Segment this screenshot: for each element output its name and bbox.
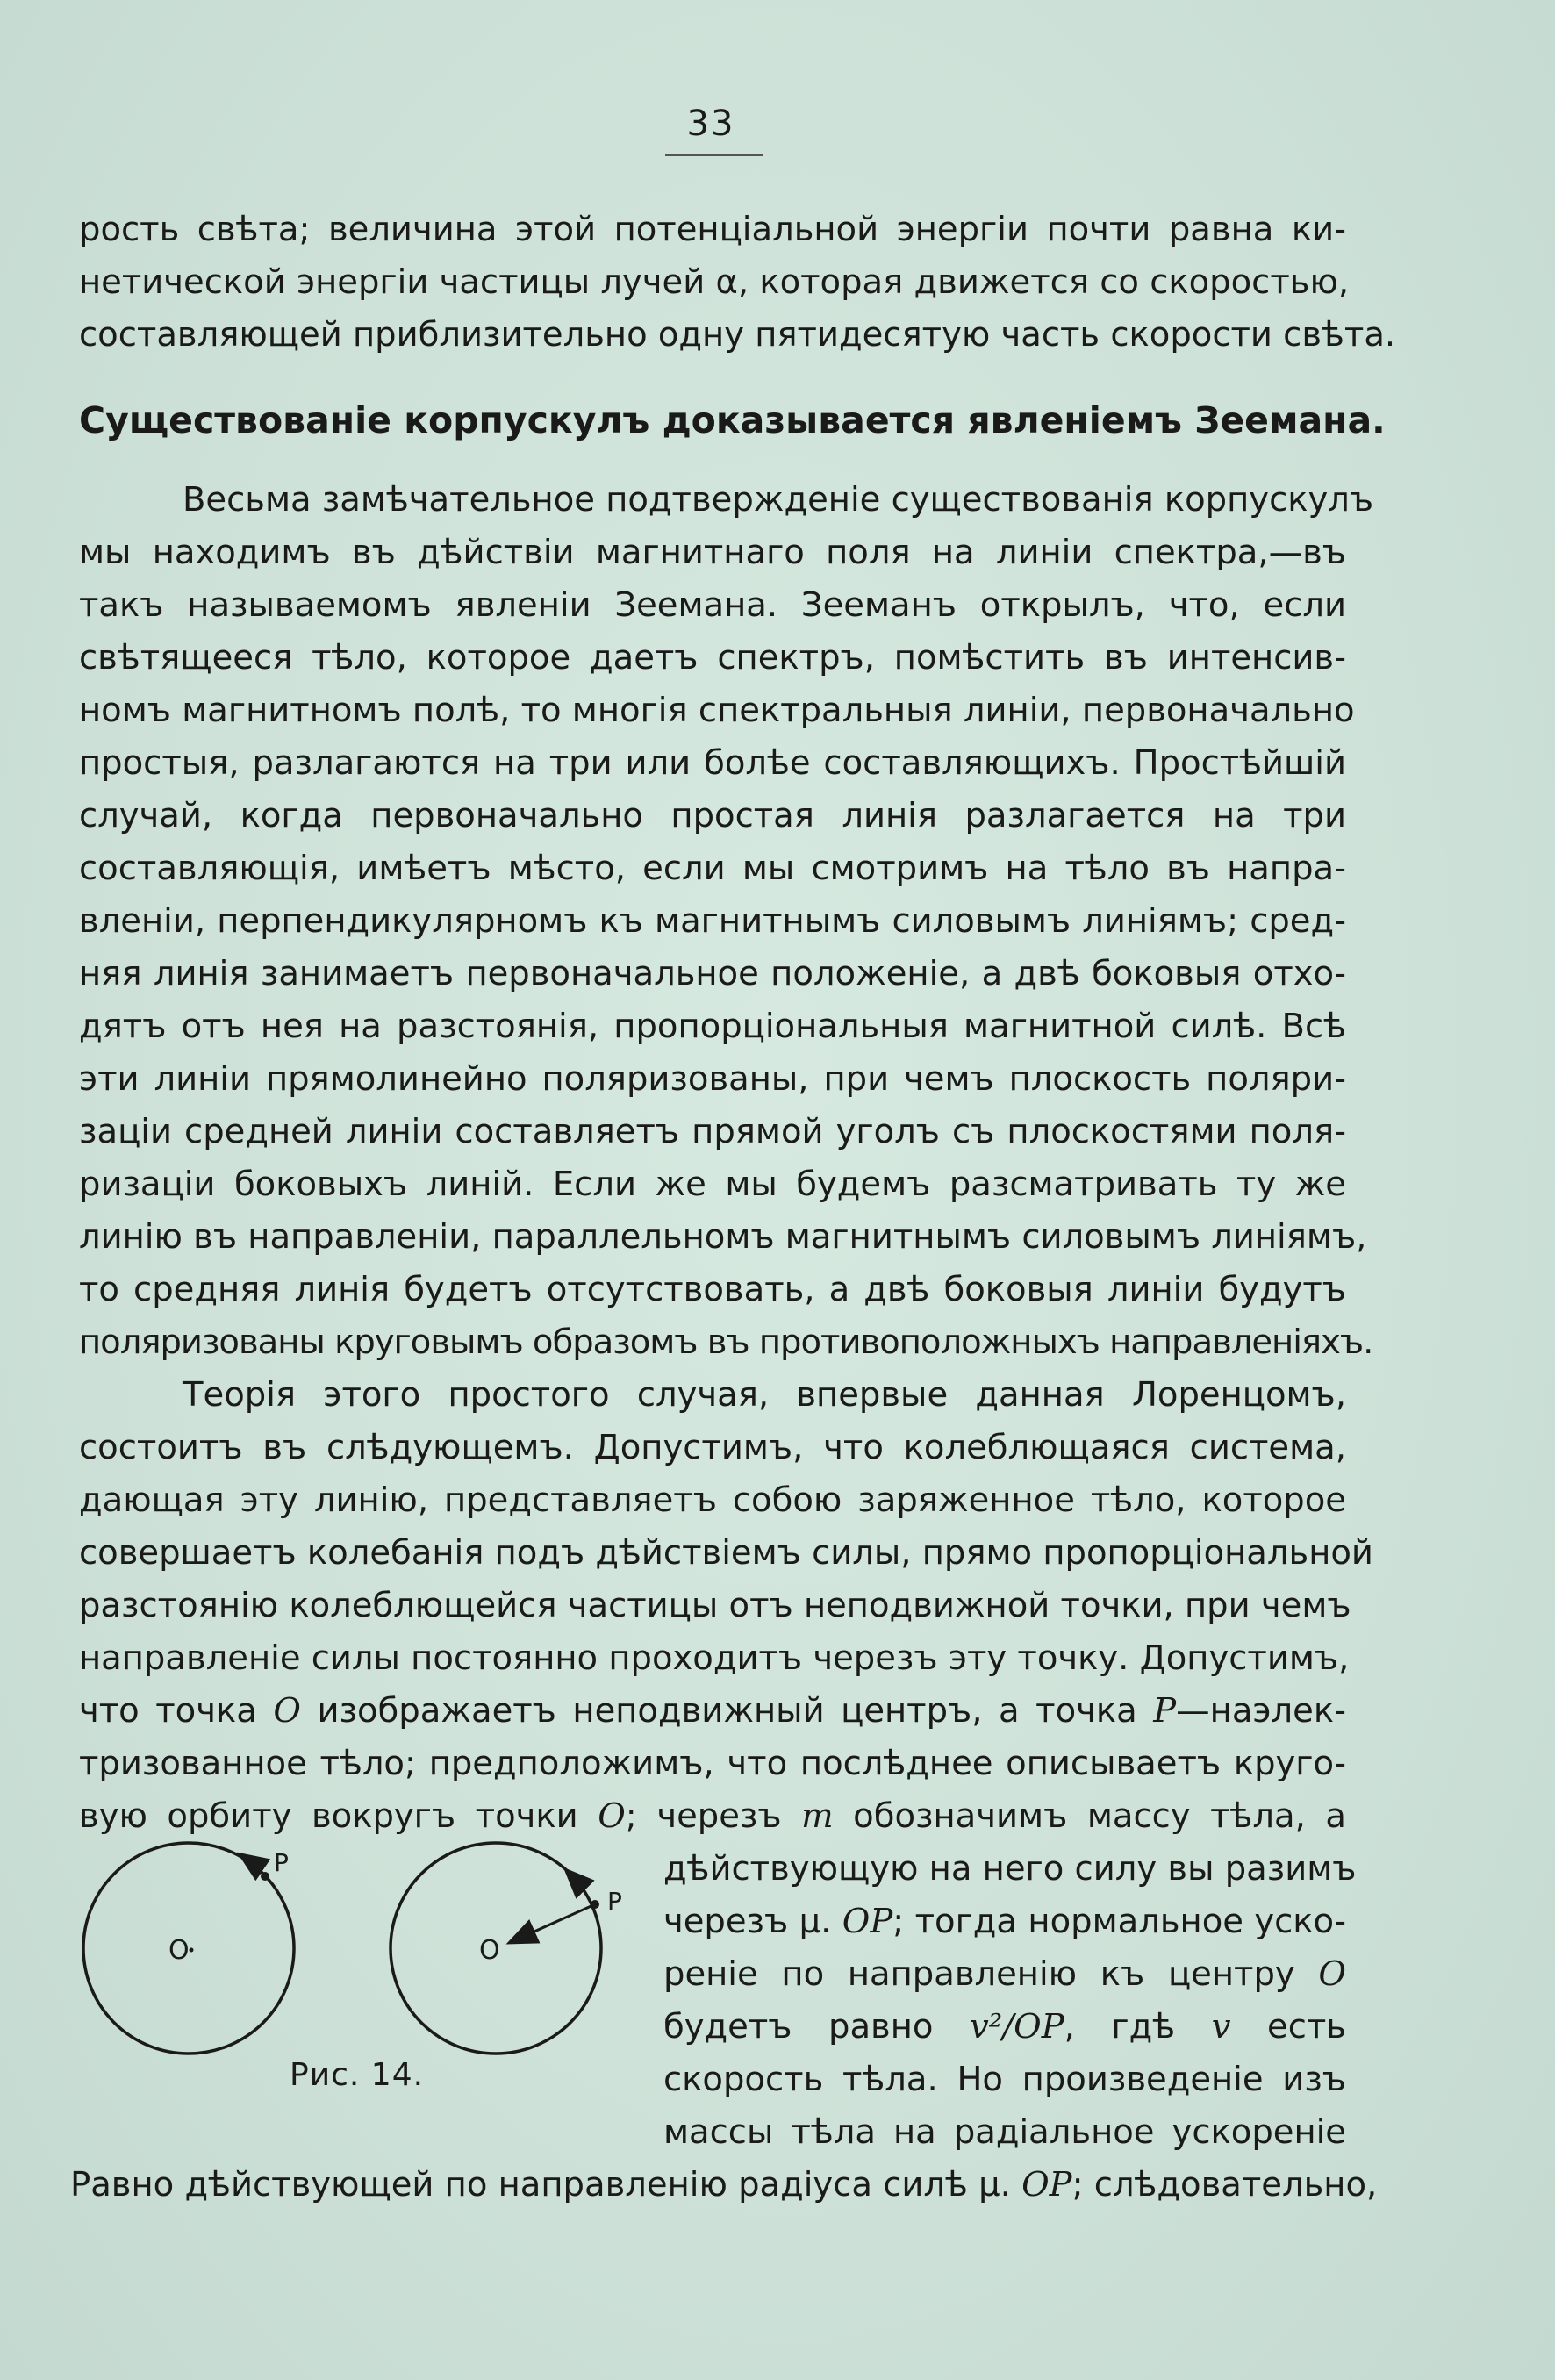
symbol-O: O [598,1796,626,1836]
text-line: дѣйствующую на него силу вы разимъ [663,1849,1357,1889]
section-heading: Существованіе корпускулъ доказывается явленіемъ Зеемана. [79,399,1386,441]
text-fragment: что точка [79,1691,274,1731]
right-radial-force-arrow [511,1904,595,1942]
symbol-O: O [273,1691,301,1731]
text-line: разстоянію колеблющейся частицы отъ неподвижной точки, при чемъ [79,1586,1351,1625]
text-line: Теорія этого простого случая, впервые данная Лоренцомъ, [183,1375,1346,1415]
symbol-P: P [1153,1691,1177,1731]
symbol-O: O [1318,1954,1346,1994]
text-line: ризаціи боковыхъ линій. Если же мы будемъ разсматривать ту же [79,1165,1346,1204]
text-line: номъ магнитномъ полѣ, то многія спектральныя линіи, первоначально [79,691,1355,730]
text-fragment: Равно дѣйствующей по направленію радіуса силѣ μ. [70,2165,1022,2204]
figure-caption: Рис. 14. [290,2057,425,2093]
text-line: дающая эту линію, представляетъ собою заряженное тѣло, которое [79,1480,1346,1520]
left-velocity-arrow [241,1855,256,1867]
right-label-p: P [607,1887,622,1916]
text-line: составляющей приблизительно одну пятидесятую часть скорости свѣта. [79,315,1396,355]
text-fragment: , гдѣ [1064,2007,1212,2047]
text-line: состоитъ въ слѣдующемъ. Допустимъ, что колеблющаяся система, [79,1428,1346,1467]
text-fragment: изображаетъ неподвижный центръ, а точка [300,1691,1154,1731]
symbol-v: v [1211,2007,1231,2047]
text-line: случай, когда первоначально простая линія разлагается на три [79,796,1346,835]
text-line: совершаетъ колебанія подъ дѣйствіемъ силы, прямо пропорціональной [79,1533,1373,1573]
text-line: тризованное тѣло; предположимъ, что послѣднее описываетъ круго- [79,1744,1346,1783]
right-particle-dot [591,1900,599,1909]
text-line [663,1948,1346,2001]
text-fragment: ; черезъ [625,1796,802,1836]
symbol-OP: OP [1021,2165,1072,2204]
text-line: свѣтящееся тѣло, которое даетъ спектръ, помѣстить въ интенсив- [79,638,1346,677]
text-line: дятъ отъ нея на разстоянія, пропорціональныя магнитной силѣ. Всѣ [79,1007,1346,1046]
text-line: простыя, разлагаются на три или болѣе составляющихъ. Простѣйшій [79,743,1346,783]
text-fragment: ; слѣдовательно, [1071,2165,1378,2204]
symbol-OP: OP [842,1902,893,1941]
text-fragment: ; тогда нормальное уско- [892,1902,1346,1941]
text-line: вленіи, перпендикулярномъ къ магнитнымъ силовымъ линіямъ; сред- [79,901,1346,941]
text-fragment: обозначимъ массу тѣла, а [833,1796,1347,1836]
text-line: Весьма замѣчательное подтвержденіе существованія корпускулъ [183,480,1374,520]
text-fragment: будетъ равно [663,2007,971,2047]
text-line: массы тѣла на радіальное ускореніе [663,2112,1346,2152]
text-line: заціи средней линіи составляетъ прямой уголъ съ плоскостями поля- [79,1112,1346,1151]
left-center-dot [190,1948,194,1953]
text-line: нетической энергіи частицы лучей α, которая движется со скоростью, [79,262,1350,302]
formula-v2-over-OP: v²/OP [970,2007,1064,2047]
text-fragment: есть [1230,2007,1346,2047]
page-number-rule [665,154,763,156]
page-number: 33 [686,104,735,144]
text-line: рость свѣта; величина этой потенціальной энергіи почти равна ки- [79,210,1346,249]
text-line: составляющія, имѣетъ мѣсто, если мы смотримъ на тѣло въ напра- [79,849,1346,888]
text-fragment: вую орбиту вокругъ точки [79,1796,598,1836]
text-fragment: черезъ μ. [663,1902,842,1941]
text-line: мы находимъ въ дѣйствіи магнитнаго поля на линіи спектра,—въ [79,533,1346,572]
left-label-o: O [168,1935,190,1966]
text-line: такъ называемомъ явленіи Зеемана. Зееманъ открылъ, что, если [79,585,1346,625]
text-line [663,2001,1346,2054]
right-label-o: O [479,1935,500,1966]
text-line [663,1896,1346,1948]
text-fragment: реніе по направленію къ центру [663,1954,1319,1994]
text-line: поляризованы круговымъ образомъ въ противоположныхъ направленіяхъ. [79,1323,1373,1362]
text-line: направленіе силы постоянно проходитъ черезъ эту точку. Допустимъ, [79,1638,1350,1678]
text-line: то средняя линія будетъ отсутствовать, а двѣ боковыя линіи будутъ [79,1270,1346,1309]
text-line: няя линія занимаетъ первоначальное положеніе, а двѣ боковыя отхо- [79,954,1346,993]
text-line: эти линіи прямолинейно поляризованы, при чемъ плоскость поляри- [79,1059,1346,1099]
text-line [70,2159,1378,2212]
left-particle-dot [261,1872,269,1881]
text-line [79,1685,1346,1738]
text-line: линію въ направленіи, параллельномъ магнитнымъ силовымъ линіямъ, [79,1217,1367,1257]
symbol-m: m [801,1796,834,1836]
text-fragment: —наэлек- [1176,1691,1346,1731]
right-velocity-arrow [567,1871,581,1889]
left-label-p: P [274,1848,289,1877]
text-line: скорость тѣла. Но произведеніе изъ [663,2060,1346,2099]
